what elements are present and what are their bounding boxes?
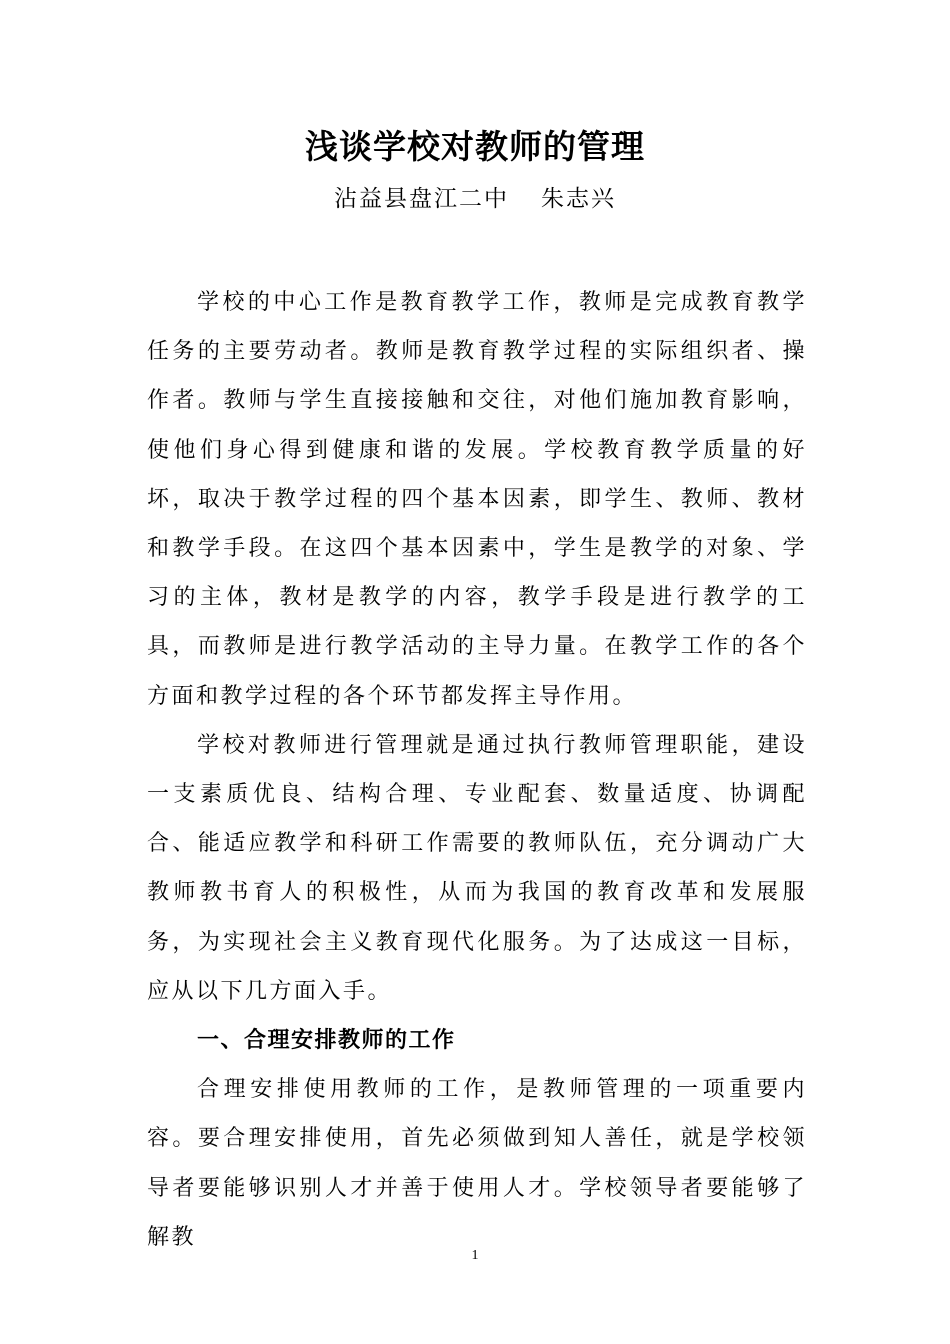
section-paragraph: 合理安排使用教师的工作，是教师管理的一项重要内容。要合理安排使用，首先必须做到知人善任，就是学校领导者要能够识别人才并善于使用人才。学校领导者要能够了解教 — [147, 1077, 807, 1250]
author-organization: 沾益县盘江二中 — [334, 186, 509, 212]
author-name: 朱志兴 — [541, 186, 616, 212]
body-paragraph-1: 学校的中心工作是教育教学工作，教师是完成教育教学任务的主要劳动者。教师是教育教学过程的实际组织者、操作者。教师与学生直接接触和交往，对他们施加教育影响，使他们身心得到健康和谐的发展。学校教育教学质量的好坏，取决于教学过程的四个基本因素，即学生、教师、教材和教学手段。在这四个基本因素中，学生是教学的对象、学习的主体，教材是教学的内容，教学手段是进行教学的工具，而教师是进行教学活动的主导力量。在教学工作的各个方面和教学过程的各个环节都发挥主导作用。 — [147, 290, 807, 709]
page-number: 1 — [471, 1248, 479, 1263]
author-line — [0, 179, 950, 219]
document-title: 浅谈学校对教师的管理 — [305, 127, 645, 166]
document-body — [147, 278, 807, 1262]
body-paragraph-2: 学校对教师进行管理就是通过执行教师管理职能，建设一支素质优良、结构合理、专业配套、数量适度、协调配合、能适应教学和科研工作需要的教师队伍，充分调动广大教师教书育人的积极性，从而为我国的教育改革和发展服务，为实现社会主义教育现代化服务。为了达成这一目标，应从以下几方面入手。 — [147, 732, 807, 1004]
section-heading: 一、合理安排教师的工作 — [197, 1028, 456, 1054]
